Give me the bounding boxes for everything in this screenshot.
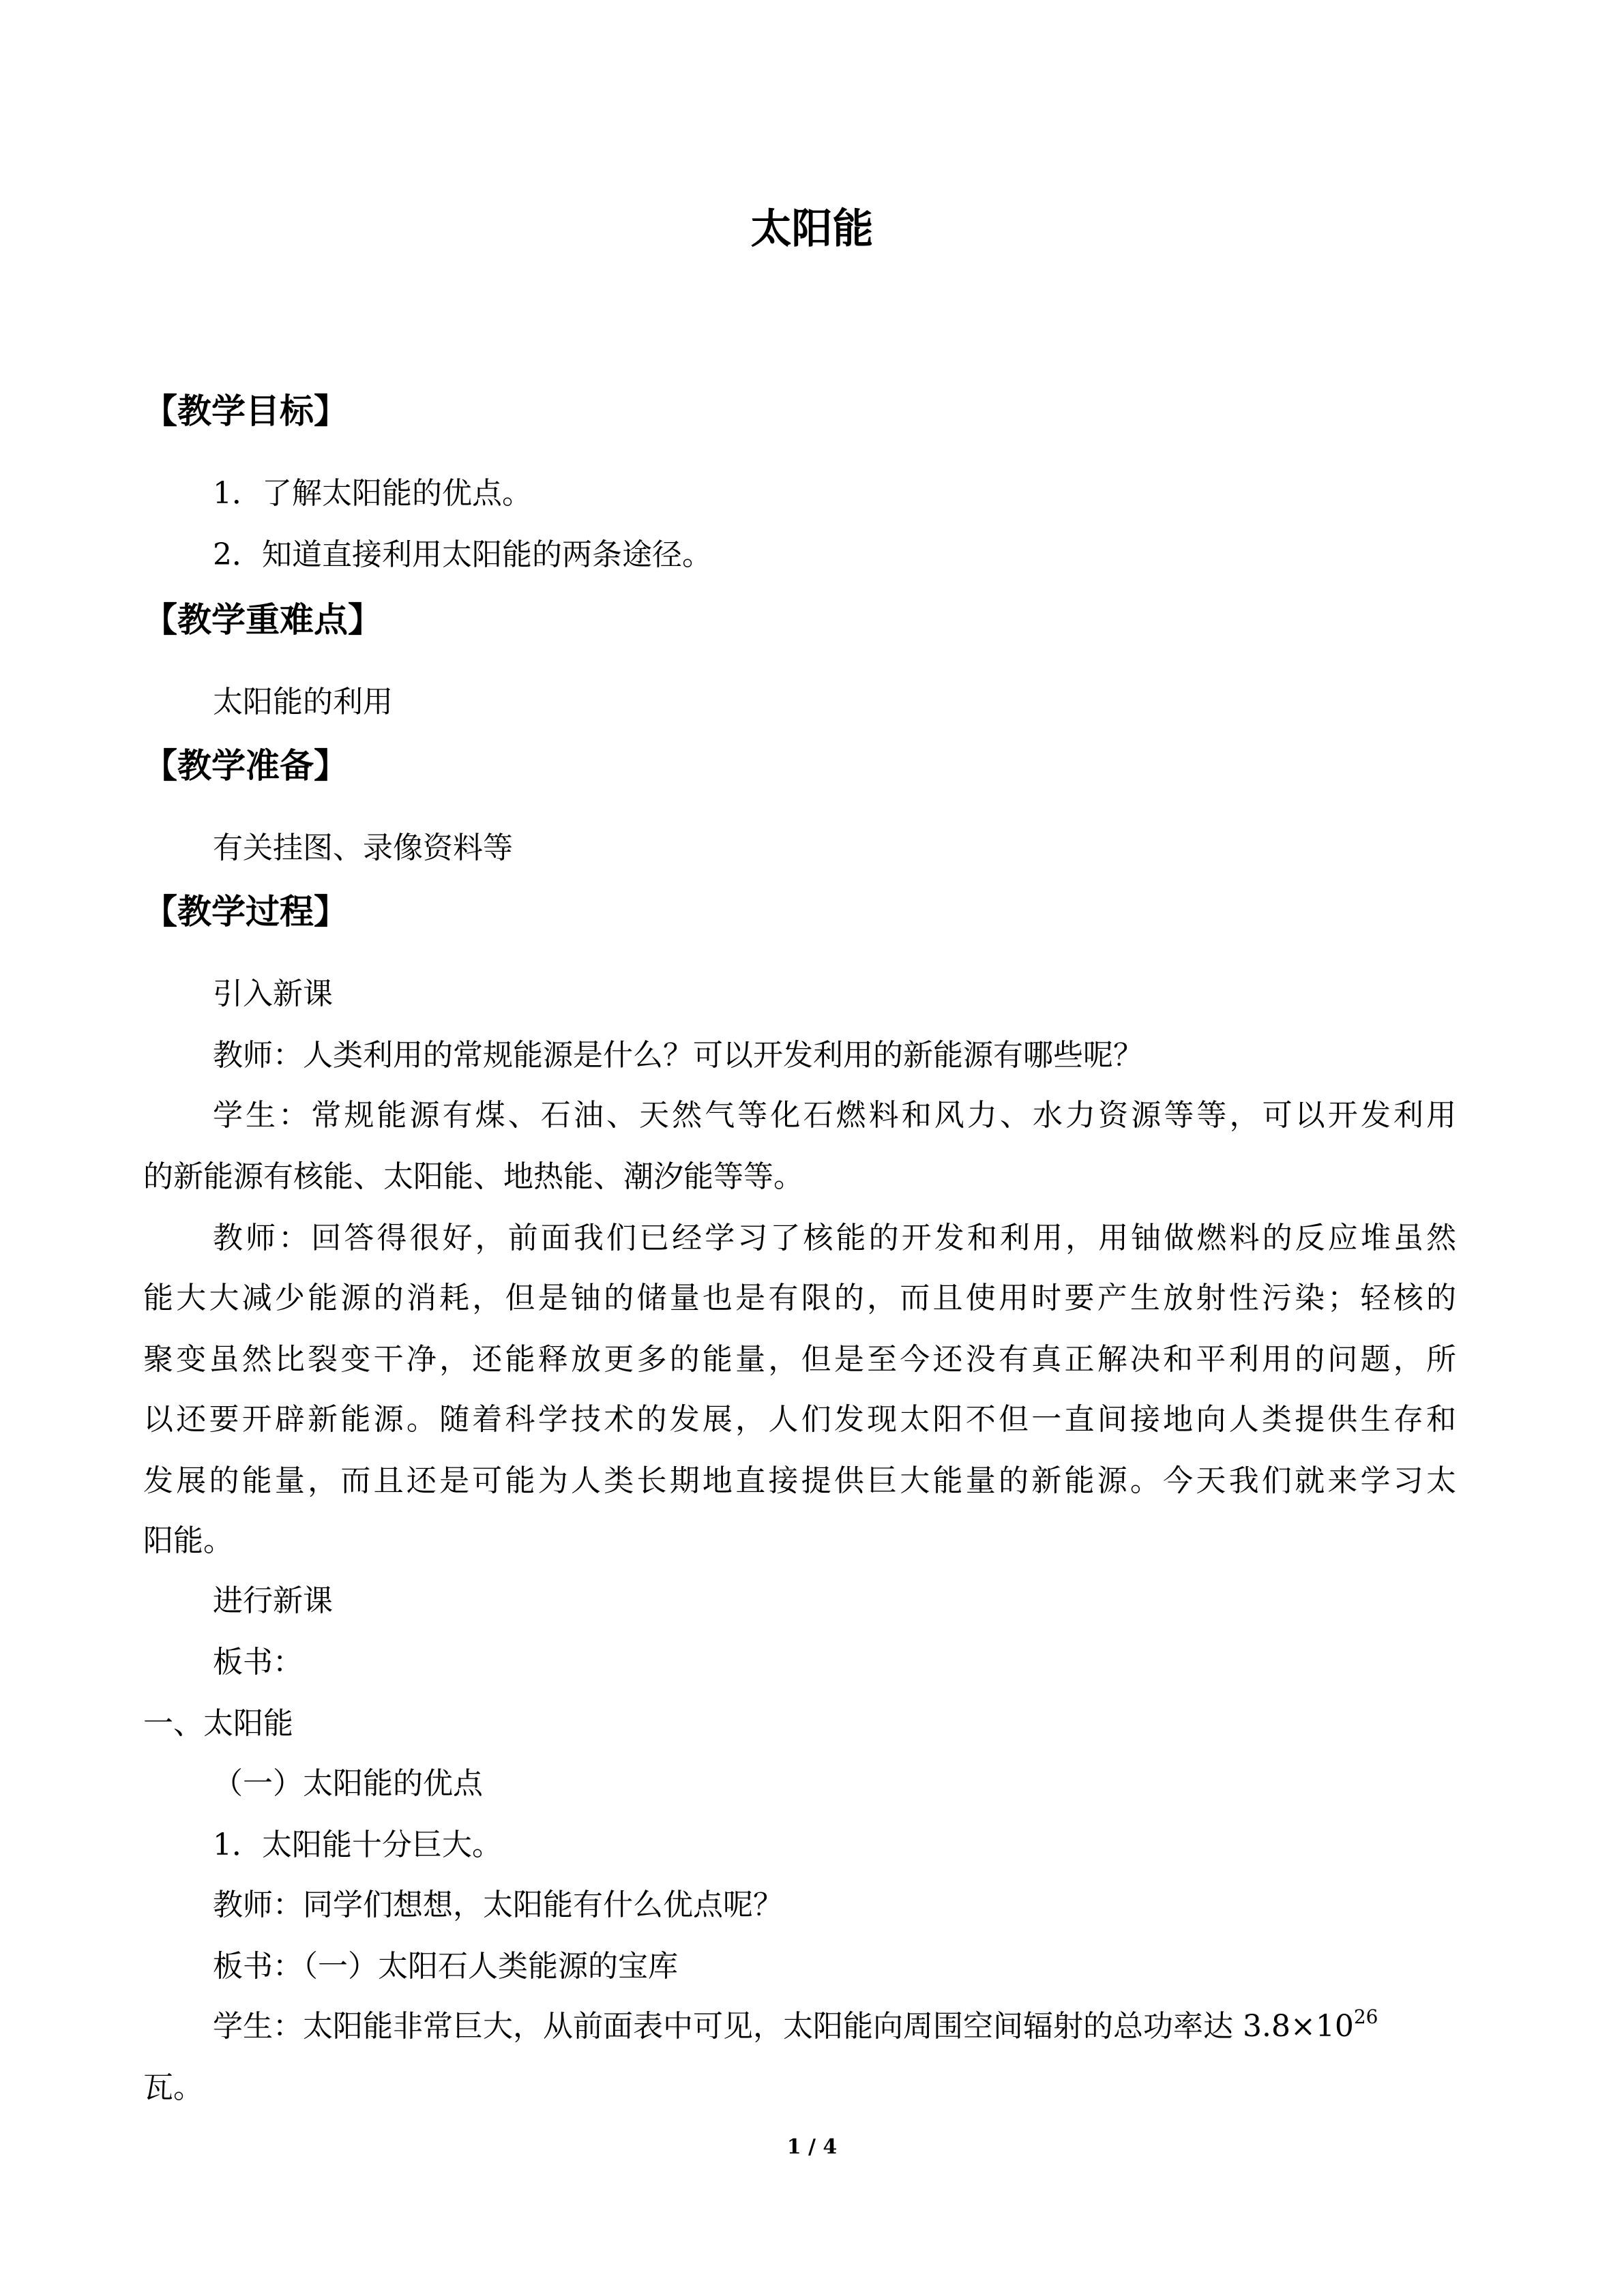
paragraph-line: 一、太阳能	[143, 1706, 293, 1741]
section-heading-preparation: 【教学准备】	[143, 746, 348, 786]
paragraph-line: 教师：回答得很好，前面我们已经学习了核能的开发和利用，用铀做燃料的反应堆虽然	[213, 1221, 1456, 1255]
paragraph-line: 学生：常规能源有煤、石油、天然气等化石燃料和风力、水力资源等等，可以开发利用	[213, 1098, 1456, 1133]
preparation-text: 有关挂图、录像资料等	[213, 831, 513, 865]
paragraph-line: 板书：	[213, 1645, 303, 1680]
paragraph-line-text: 学生：太阳能非常巨大，从前面表中可见，太阳能向周围空间辐射的总功率达 3.8×10	[213, 2009, 1354, 2044]
section-heading-key-points: 【教学重难点】	[143, 600, 382, 640]
section-heading-process: 【教学过程】	[143, 892, 348, 931]
paragraph-line: 的新能源有核能、太阳能、地热能、潮汐能等等。	[143, 1159, 803, 1194]
paragraph-line: 阳能。	[143, 1523, 233, 1558]
paragraph-line: 聚变虽然比裂变干净，还能释放更多的能量，但是至今还没有真正解决和平利用的问题，所	[143, 1342, 1456, 1377]
section-heading-goals: 【教学目标】	[143, 391, 348, 431]
paragraph-line: （一）太阳能的优点	[213, 1766, 483, 1801]
paragraph-line: 板书：（一）太阳石人类能源的宝库	[213, 1949, 678, 1984]
superscript-exponent: 26	[1353, 2006, 1378, 2028]
goal-item: 1．了解太阳能的优点。	[213, 476, 532, 511]
key-points-text: 太阳能的利用	[213, 685, 393, 719]
paragraph-line: 发展的能量，而且还是可能为人类长期地直接提供巨大能量的新能源。今天我们就来学习太	[143, 1463, 1456, 1498]
paragraph-line: 瓦。	[143, 2070, 203, 2105]
goal-item: 2．知道直接利用太阳能的两条途径。	[213, 537, 712, 572]
paragraph-line: 1．太阳能十分巨大。	[213, 1828, 502, 1862]
page-title: 太阳能	[750, 205, 874, 253]
page-number: 1 / 4	[786, 2135, 838, 2159]
paragraph-line: 进行新课	[213, 1583, 333, 1618]
paragraph-line: 能大大减少能源的消耗，但是铀的储量也是有限的，而且使用时要产生放射性污染；轻核的	[143, 1281, 1456, 1315]
paragraph-line: 教师：同学们想想，太阳能有什么优点呢？	[213, 1888, 783, 1922]
paragraph-line: 教师：人类利用的常规能源是什么？可以开发利用的新能源有哪些呢？	[213, 1038, 1143, 1073]
paragraph-line: 引入新课	[213, 976, 333, 1011]
paragraph-line	[213, 2006, 1378, 2044]
paragraph-line: 以还要开辟新能源。随着科学技术的发展，人们发现太阳不但一直间接地向人类提供生存和	[143, 1402, 1456, 1437]
